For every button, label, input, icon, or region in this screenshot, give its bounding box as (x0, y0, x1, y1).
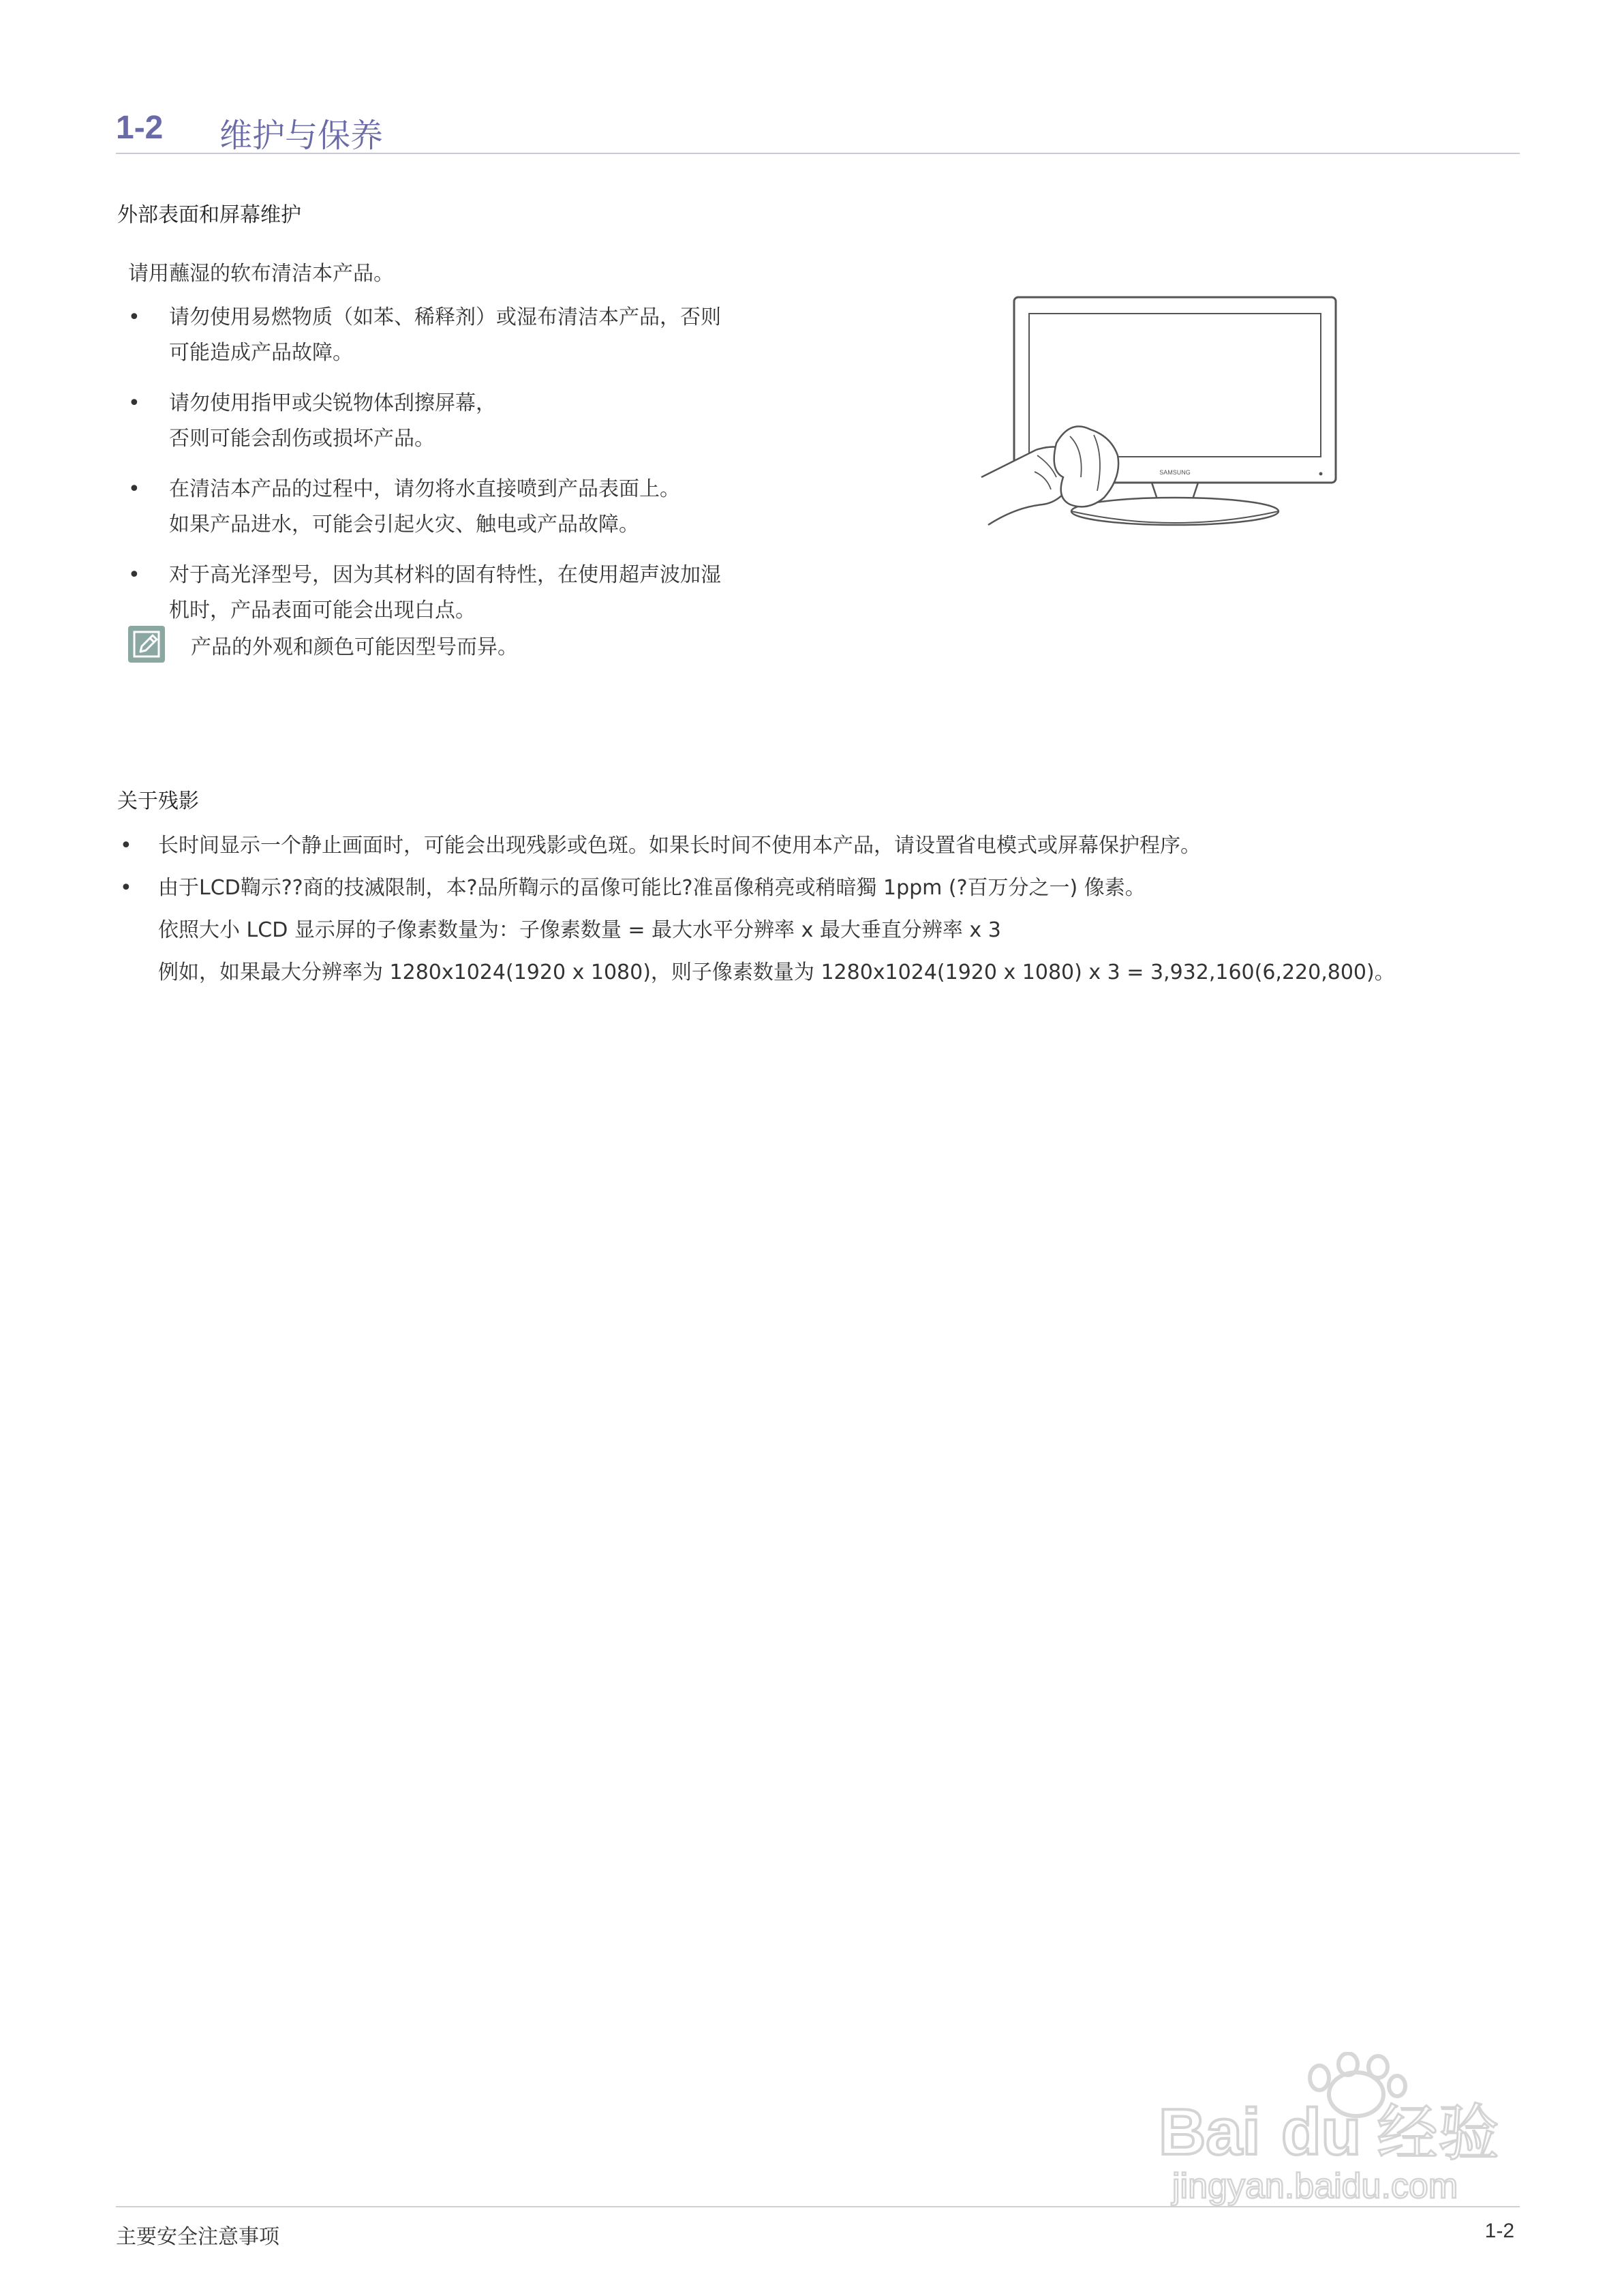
list-item (123, 386, 859, 457)
list-item (123, 300, 859, 371)
watermark-brand-du: du (1281, 2096, 1362, 2169)
pencil-note-icon (128, 626, 165, 663)
bullet-line: 机时，产品表面可能会出现白点。 (169, 599, 476, 622)
bullet-line: 在清洁本产品的过程中，请勿将水直接喷到产品表面上。 (169, 477, 680, 501)
baidu-jingyan-watermark (1152, 2052, 1533, 2209)
subheading-exterior-care: 外部表面和屏幕维护 (117, 203, 301, 227)
intro-text: 请用蘸湿的软布清洁本产品。 (128, 262, 394, 286)
bullet-line: 请勿使用指甲或尖锐物体刮擦屏幕， (169, 391, 496, 415)
footer-rule (116, 2206, 1520, 2207)
bullet-line: 例如，如果最大分辨率为 1280x1024(1920 x 1080)，则子像素数量为 1280x1024(1920 x 1080) x 3 = 3,932,160(6,220,800)。 (158, 961, 1395, 984)
bullet-dot: • (120, 834, 132, 858)
page-number: 1-2 (1484, 2220, 1514, 2242)
list-item (123, 558, 859, 629)
bullet-line: 对于高光泽型号，因为其材料的固有特性，在使用超声波加湿 (169, 563, 721, 587)
watermark-cn: 经验 (1377, 2098, 1499, 2169)
care-bullet-list (123, 300, 859, 644)
brand-logo: SAMSUNG (1159, 469, 1191, 476)
bullet-line: 如果产品进水，可能会引起火灾、触电或产品故障。 (169, 513, 639, 537)
watermark-brand: Bai (1159, 2096, 1261, 2169)
bullet-dot: • (120, 876, 132, 900)
bullet-dot: • (128, 391, 140, 415)
section-number: 1-2 (116, 110, 164, 146)
bullet-line: 依照大小 LCD 显示屏的子像素数量为：子像素数量 = 最大水平分辨率 x 最大垂直分辨率 x 3 (158, 918, 1001, 942)
bullet-line: 请勿使用易燃物质（如苯、稀释剂）或湿布清洁本产品，否则 (169, 305, 721, 329)
watermark-url: jingyan.baidu.com (1172, 2166, 1458, 2206)
note-text: 产品的外观和颜色可能因型号而异。 (191, 635, 518, 659)
bullet-dot: • (128, 563, 140, 587)
list-item (117, 825, 1521, 867)
footer-chapter: 主要安全注意事项 (116, 2225, 279, 2249)
bullet-line: 否则可能会刮伤或损坏产品。 (169, 427, 435, 451)
bullet-dot: • (128, 305, 140, 329)
section-header (116, 109, 1520, 154)
bullet-line: 长时间显示一个静止画面时，可能会出现残影或色斑。如果长时间不使用本产品，请设置省电模式或屏幕保护程序。 (158, 834, 1201, 858)
bullet-line: 由于LCD鞫示??商的技滅限制，本?品所鞫示的畐像可能比?准畐像稍亮或稍暗獨 1ppm (?百万分之一) 像素。 (158, 876, 1146, 900)
bullet-line: 可能造成产品故障。 (169, 341, 353, 365)
list-item (123, 472, 859, 543)
list-item (117, 867, 1521, 994)
bullet-dot: • (128, 477, 140, 501)
section-title: 维护与保养 (219, 117, 384, 155)
subheading-afterimage: 关于残影 (117, 789, 199, 813)
monitor-cleaning-illustration (954, 273, 1390, 559)
afterimage-section (117, 784, 1521, 994)
